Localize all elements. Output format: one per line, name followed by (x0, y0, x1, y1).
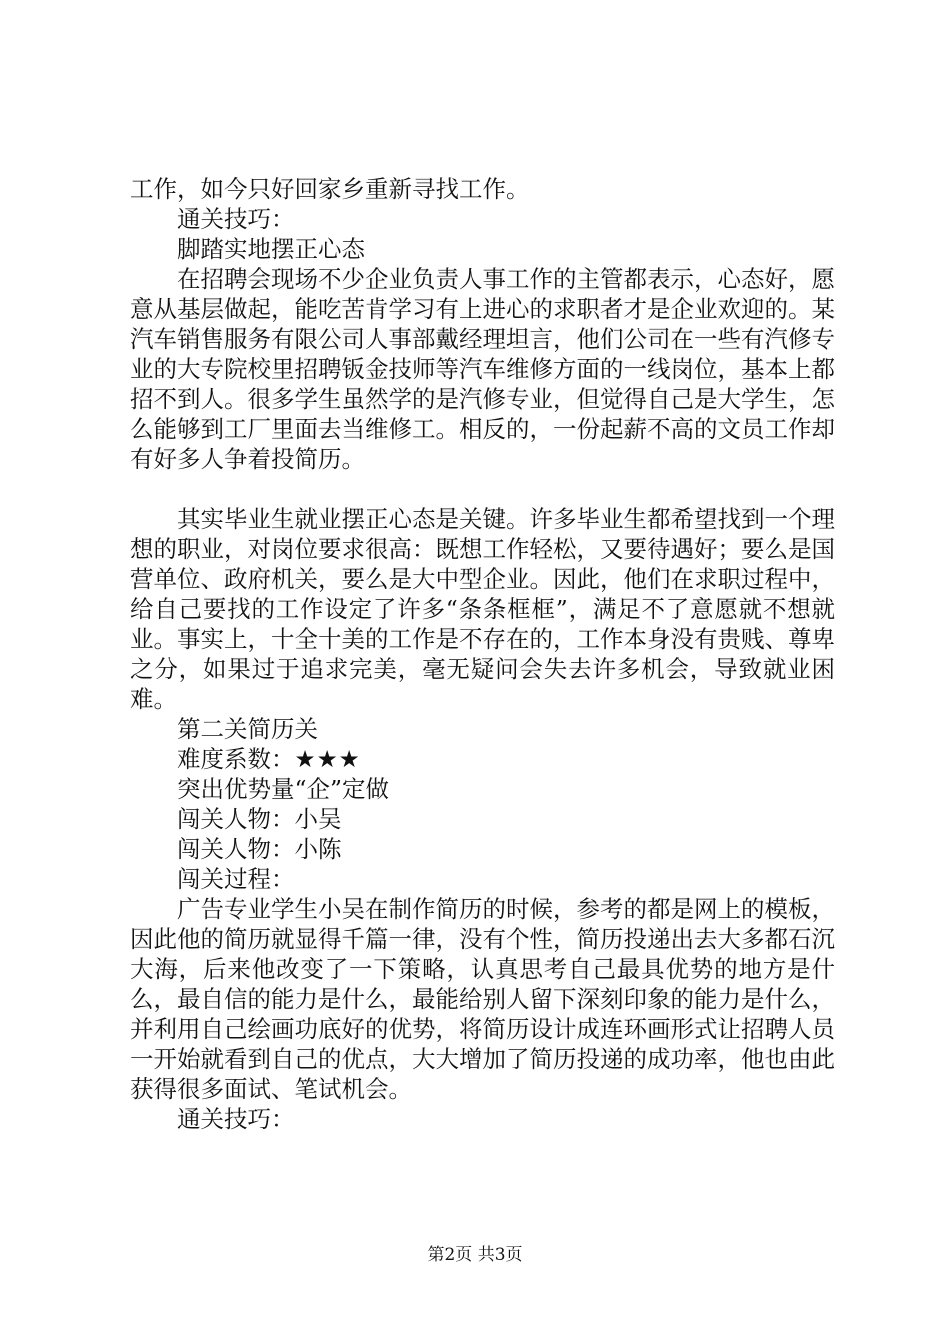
heading-tips: 通关技巧： (177, 205, 295, 233)
heading-process: 闯关过程： (177, 865, 295, 893)
document-body (130, 174, 835, 1134)
paragraph-gap (130, 474, 835, 504)
difficulty-line (130, 744, 835, 774)
person-xiaochen: 闯关人物：小陈 (177, 835, 342, 863)
paragraph-resume-story: 广告专业学生小吴在制作简历的时候，参考的都是网上的模板，因此他的简历就显得千篇一律，没有个性，简历投递出去大多都石沉大海，后来他改变了一下策略，认真思考自己最具优势的地方是什么，最自信的能力是什么，最能给别人留下深刻印象的能力是什么，并利用自己绘画功底好的优势，将简历设计成连环画形式让招聘人员一开始就看到自己的优点，大大增加了简历投递的成功率，他也由此获得很多面试、笔试机会。 (130, 895, 835, 1103)
page-footer: 第2页 共3页 (427, 1245, 523, 1265)
paragraph-continuation: 工作，如今只好回家乡重新寻找工作。 (130, 175, 530, 203)
paragraph-job-fair: 在招聘会现场不少企业负责人事工作的主管都表示，心态好，愿意从基层做起，能吃苦肯学习有上进心的求职者才是企业欢迎的。某汽车销售服务有限公司人事部戴经理坦言，他们公司在一些有汽修专业的大专院校里招聘钣金技师等汽车维修方面的一线岗位，基本上都招不到人。很多学生虽然学的是汽修专业，但觉得自己是大学生，怎么能够到工厂里面去当维修工。相反的，一份起薪不高的文员工作却有好多人争着投简历。 (130, 265, 835, 473)
heading-attitude: 脚踏实地摆正心态 (177, 235, 365, 263)
heading-highlight: 突出优势量“企”定做 (177, 775, 390, 803)
heading-second-level: 第二关简历关 (177, 715, 318, 743)
difficulty-label: 难度系数： (177, 745, 295, 773)
heading-tips-2: 通关技巧： (177, 1105, 295, 1133)
paragraph-attitude-key: 其实毕业生就业摆正心态是关键。许多毕业生都希望找到一个理想的职业，对岗位要求很高：既想工作轻松，又要待遇好；要么是国营单位、政府机关，要么是大中型企业。因此，他们在求职过程中，给自己要找的工作设定了许多“条条框框”，满足不了意愿就不想就业。事实上，十全十美的工作是不存在的，工作本身没有贵贱、尊卑之分，如果过于追求完美，毫无疑问会失去许多机会，导致就业困难。 (130, 505, 835, 713)
difficulty-stars: ★★★ (294, 745, 361, 773)
person-xiaowu: 闯关人物：小吴 (177, 805, 342, 833)
